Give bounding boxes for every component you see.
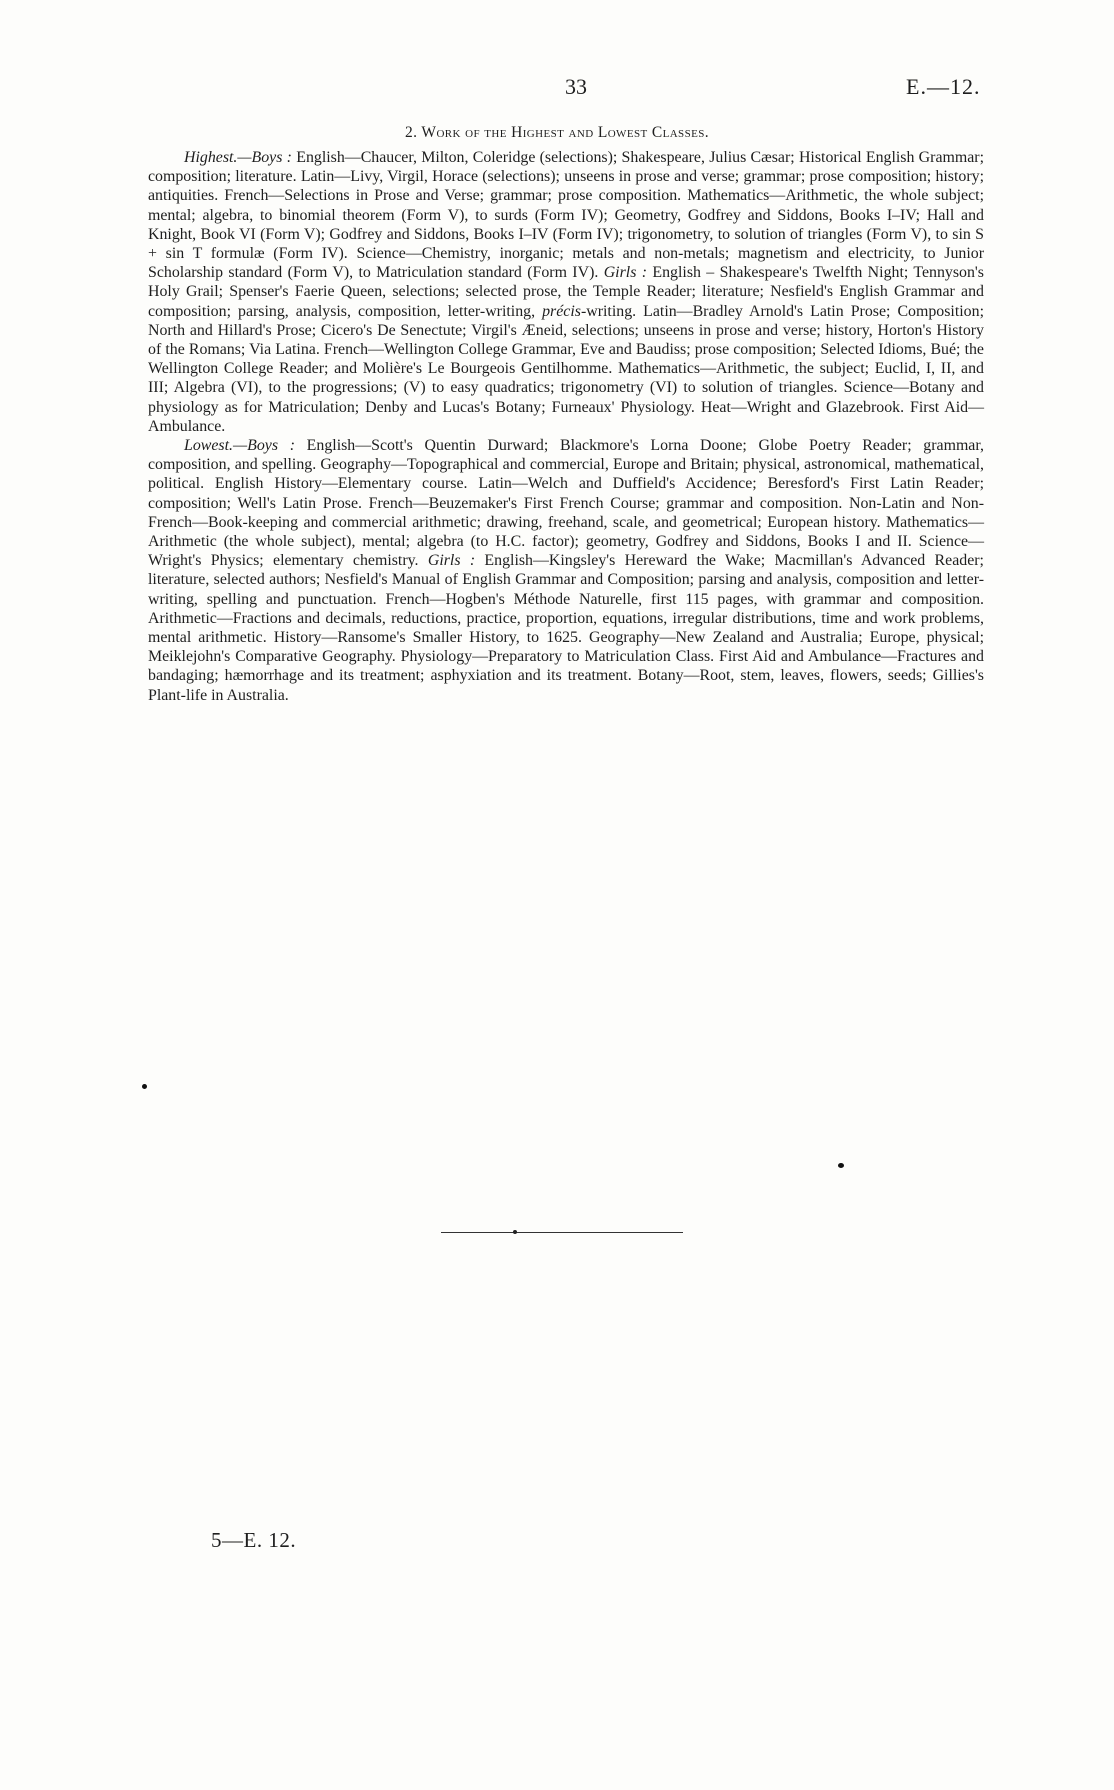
precis-term: précis — [542, 302, 581, 320]
lowest-boys-curriculum: English—Scott's Quentin Durward; Blackmore's Lorna Doone; Globe Poetry Reader; grammar, composition, and spelling. Geography—Topographical and commercial, Europe and Britain; physical, astronomical, mathematical, political. English History—Elementary course. Latin—Welch and Duffield's Accidence; Beresford's First Latin Reader; composition; Well's Latin Prose. French—Beuzemaker's First French Course; grammar and composition. Non-Latin and Non-French—Book-keeping and commercial arithmetic; drawing, freehand, scale, and geometrical; European history. Mathematics—Arithmetic (the whole subject), mental; algebra (to H.C. factor); geometry, Godfrey and Siddons, Books I and II. Science—Wright's Physics; elementary chemistry. — [148, 437, 984, 570]
printer-signature-mark: 5—E. 12. — [211, 1528, 297, 1552]
ink-speck — [142, 1084, 147, 1089]
highest-boys-curriculum: English—Chaucer, Milton, Coleridge (selections); Shakespeare, Julius Cæsar; Historical English Grammar; composition; literature. Latin—Livy, Virgil, Horace (selections); unseens in prose and verse; grammar; prose composition; history; antiquities. French—Selections in Prose and Verse; grammar; prose composition. Mathematics—Arithmetic, the whole subject; mental; algebra, to binomial theorem (Form V), to surds (Form IV); Geometry, Godfrey and Siddons, Books I–IV; Hall and Knight, Book VI (Form V); Godfrey and Siddons, Books I–IV (Form IV); trigonometry, to solution of triangles (Form V), to sin S + sin T formulæ (Form IV). Science—Chemistry, inorganic; metals and non-metals; magnetism and electricity, to Junior Scholarship standard (Form V), to Matriculation standard (Form IV). — [148, 149, 984, 282]
section-heading: 2. Work of the Highest and Lowest Classes. — [405, 124, 709, 141]
ink-speck — [838, 1163, 844, 1168]
divider-dot — [513, 1230, 517, 1234]
lowest-girls-curriculum: English—Kingsley's Hereward the Wake; Macmillan's Advanced Reader; literature, selected authors; Nesfield's Manual of English Grammar and Composition; parsing and analysis, composition and letter-writing, spelling and punctuation. French—Hogben's Méthode Naturelle, first 115 pages, with grammar and composition. Arithmetic—Fractions and decimals, reductions, practice, proportion, equations, irregular distributions, time and work problems, mental arithmetic. History—Ransome's Smaller History, to 1625. Geography—New Zealand and Australia; Europe, physical; Meiklejohn's Comparative Geography. Physiology—Preparatory to Matriculation Class. First Aid and Ambulance—Fractures and bandaging; hæmorrhage and its treatment; asphyxiation and its treatment. Botany—Root, stem, leaves, flowers, seeds; Gillies's Plant-life in Australia. — [148, 552, 984, 704]
lowest-boys-label: Lowest.—Boys : — [184, 437, 295, 455]
section-divider-rule — [441, 1232, 683, 1233]
lowest-classes-paragraph — [148, 436, 984, 705]
highest-girls-label: Girls : — [603, 264, 648, 282]
lowest-girls-label: Girls : — [427, 552, 476, 570]
body-text — [148, 148, 984, 705]
highest-classes-paragraph — [148, 148, 984, 436]
highest-girls-curriculum-part-b: -writing. Latin—Bradley Arnold's Latin Prose; Composition; North and Hillard's Prose; Cicero's De Senectute; Virgil's Æneid, selections; unseens in prose and verse; history, Horton's History of the Romans; Via Latina. French—Wellington College Grammar, Eve and Baudiss; prose composition; Selected Idioms, Bué; the Wellington College Reader; and Molière's Le Bourgeois Gentilhomme. Mathematics—Arithmetic, the subject; Euclid, I, II, and III; Algebra (VI), to the progressions; (V) to easy quadratics; trigonometry (VI) to solution of triangles. Science—Botany and physiology as for Matriculation; Denby and Lucas's Botany; Furneaux' Physiology. Heat—Wright and Glazebrook. First Aid—Ambulance. — [148, 302, 984, 435]
highest-boys-label: Highest.—Boys : — [184, 149, 292, 166]
document-reference: E.—12. — [906, 74, 981, 99]
page-number: 33 — [565, 74, 587, 99]
highest-girls-curriculum-part-a: English – Shakespeare's Twelfth Night; Tennyson's Holy Grail; Spenser's Faerie Queen, selections; selected prose, the Temple Reader; literature; Nesfield's English Grammar and composition; parsing, analysis, composition, letter-writing, — [148, 264, 984, 320]
